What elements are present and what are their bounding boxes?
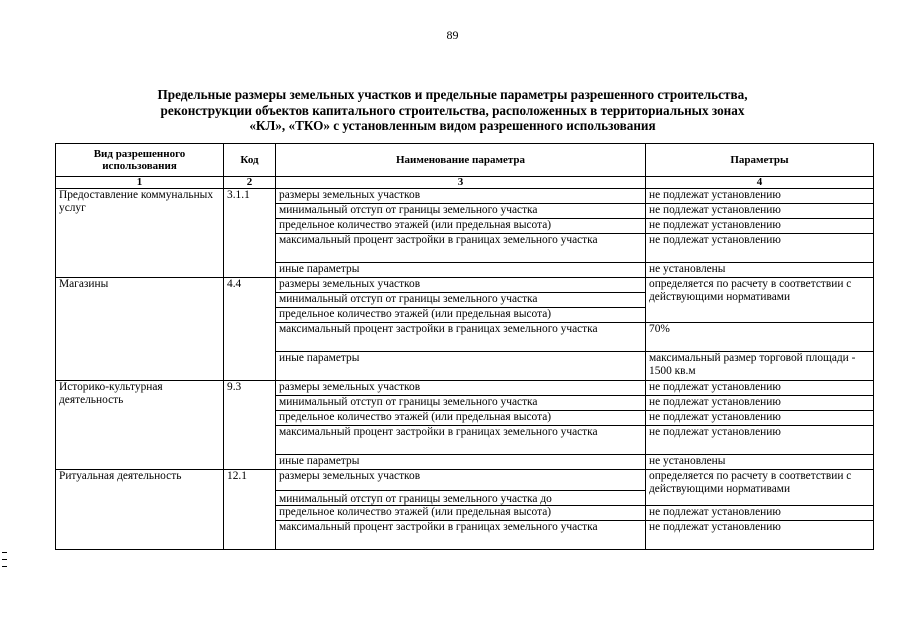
param-value-cell: не подлежат установлению: [646, 189, 874, 204]
param-value-cell: не подлежат установлению: [646, 204, 874, 219]
page-number: 89: [446, 28, 459, 42]
use-type-cell: Магазины: [56, 278, 224, 381]
param-value-cell: не установлены: [646, 455, 874, 470]
param-name-cell: размеры земельных участков: [276, 470, 646, 491]
param-value-cell: не подлежат установлению: [646, 411, 874, 426]
param-value-cell: не подлежат установлению: [646, 521, 874, 550]
margin-mark: [2, 552, 7, 553]
param-value-cell: максимальный размер торговой площади - 1500 кв.м: [646, 352, 874, 381]
param-value-cell: не установлены: [646, 263, 874, 278]
column-number: 3: [276, 177, 646, 189]
table-header-row: [56, 144, 874, 177]
column-number-row: [56, 177, 874, 189]
header-code: Код: [224, 144, 276, 177]
table-row: [56, 189, 874, 204]
header-param-name: Наименование параметра: [276, 144, 646, 177]
param-name-cell: максимальный процент застройки в границах земельного участка: [276, 426, 646, 455]
param-value-merged-cell: определяется по расчету в соответствии с действующими нормативами: [646, 278, 874, 323]
table-row: [56, 381, 874, 396]
param-name-cell: размеры земельных участков: [276, 278, 646, 293]
column-number: 1: [56, 177, 224, 189]
param-name-cell: предельное количество этажей (или предельная высота): [276, 506, 646, 521]
param-value-cell: не подлежат установлению: [646, 506, 874, 521]
param-name-cell: максимальный процент застройки в границах земельного участка: [276, 234, 646, 263]
table-row: [56, 470, 874, 491]
param-name-cell: минимальный отступ от границы земельного участка: [276, 396, 646, 411]
margin-mark: [2, 566, 7, 567]
param-value-cell: не подлежат установлению: [646, 426, 874, 455]
header-params: Параметры: [646, 144, 874, 177]
param-name-cell: иные параметры: [276, 455, 646, 470]
param-name-cell: минимальный отступ от границы земельного участка до: [276, 491, 646, 506]
param-name-cell: максимальный процент застройки в границах земельного участка: [276, 323, 646, 352]
param-value-cell: 70%: [646, 323, 874, 352]
column-number: 2: [224, 177, 276, 189]
param-name-cell: максимальный процент застройки в границах земельного участка: [276, 521, 646, 550]
title-line: Предельные размеры земельных участков и предельные параметры разрешенного строительства,: [157, 87, 748, 102]
document-title: [90, 87, 815, 134]
param-name-cell: размеры земельных участков: [276, 189, 646, 204]
use-type-cell: Предоставление коммунальных услуг: [56, 189, 224, 278]
param-value-cell: не подлежат установлению: [646, 381, 874, 396]
param-name-cell: минимальный отступ от границы земельного участка: [276, 293, 646, 308]
code-cell: 12.1: [224, 470, 276, 550]
param-name-cell: минимальный отступ от границы земельного участка: [276, 204, 646, 219]
title-line: реконструкции объектов капитального строительства, расположенных в территориальных зонах: [160, 102, 745, 118]
param-name-cell: иные параметры: [276, 352, 646, 381]
margin-mark: [2, 559, 7, 560]
column-number: 4: [646, 177, 874, 189]
param-value-cell: не подлежат установлению: [646, 234, 874, 263]
table-row: [56, 278, 874, 293]
title-line: «КЛ», «ТКО» с установленным видом разрешенного использования: [249, 118, 656, 133]
param-value-cell: не подлежат установлению: [646, 219, 874, 234]
param-name-cell: предельное количество этажей (или предельная высота): [276, 219, 646, 234]
code-cell: 3.1.1: [224, 189, 276, 278]
use-type-cell: Ритуальная деятельность: [56, 470, 224, 550]
header-use: Вид разрешенного использования: [56, 144, 224, 177]
parameters-table: [55, 143, 874, 550]
param-value-merged-cell: определяется по расчету в соответствии с действующими нормативами: [646, 470, 874, 506]
param-name-cell: предельное количество этажей (или предельная высота): [276, 308, 646, 323]
param-value-cell: не подлежат установлению: [646, 396, 874, 411]
param-name-cell: размеры земельных участков: [276, 381, 646, 396]
margin-marks: [2, 552, 8, 573]
use-type-cell: Историко-культурная деятельность: [56, 381, 224, 470]
code-cell: 4.4: [224, 278, 276, 381]
code-cell: 9.3: [224, 381, 276, 470]
param-name-cell: иные параметры: [276, 263, 646, 278]
param-name-cell: предельное количество этажей (или предельная высота): [276, 411, 646, 426]
